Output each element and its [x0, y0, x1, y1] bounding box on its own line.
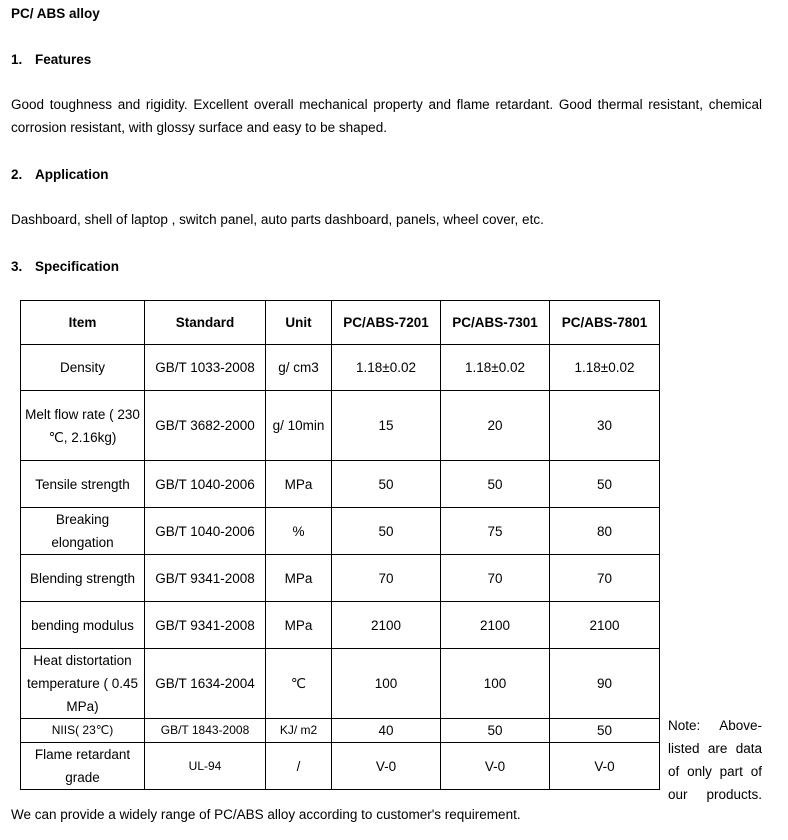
note-text: Note: Above-listed are data of only part of our products.	[668, 718, 762, 802]
table-row	[21, 602, 660, 649]
unit-cell: ℃	[266, 649, 332, 719]
features-paragraph: Good toughness and rigidity. Excellent overall mechanical property and flame retardant. Good thermal resistant, chemical corrosion resistant, with glossy surface and easy to be shaped.	[11, 97, 762, 135]
unit-cell: MPa	[266, 555, 332, 602]
unit-cell: KJ/ m2	[266, 719, 332, 743]
value-cell: 1.18±0.02	[441, 345, 550, 391]
value-cell: 1.18±0.02	[332, 345, 441, 391]
value-cell: 50	[441, 461, 550, 508]
header-cell: Item	[21, 301, 145, 345]
section-title: Features	[35, 52, 92, 67]
section-heading-specification	[11, 259, 119, 274]
value-cell: 30	[550, 391, 660, 461]
value-cell: 2100	[550, 602, 660, 649]
value-cell: V-0	[441, 743, 550, 790]
specification-table	[20, 300, 660, 790]
unit-cell: g/ cm3	[266, 345, 332, 391]
value-cell: 80	[550, 508, 660, 555]
value-cell: 50	[332, 508, 441, 555]
item-cell: Melt flow rate ( 230 ℃, 2.16kg)	[21, 391, 145, 461]
value-cell: 70	[550, 555, 660, 602]
table-row	[21, 555, 660, 602]
standard-cell: GB/T 9341-2008	[145, 555, 266, 602]
value-cell: V-0	[332, 743, 441, 790]
standard-cell: GB/T 1634-2004	[145, 649, 266, 719]
item-cell: NIIS( 23℃)	[21, 719, 145, 743]
section-title: Specification	[35, 259, 120, 274]
value-cell: 70	[441, 555, 550, 602]
value-cell: 20	[441, 391, 550, 461]
item-cell: Flame retardant grade	[21, 743, 145, 790]
value-cell: 75	[441, 508, 550, 555]
footer-text: We can provide a widely range of PC/ABS alloy according to customer's requirement.	[11, 807, 521, 822]
section-number: 3.	[11, 259, 23, 274]
table-row	[21, 508, 660, 555]
table-row	[21, 719, 660, 743]
standard-cell: GB/T 1040-2006	[145, 508, 266, 555]
header-cell: Standard	[145, 301, 266, 345]
item-cell: bending modulus	[21, 602, 145, 649]
standard-cell: UL-94	[145, 743, 266, 790]
value-cell: V-0	[550, 743, 660, 790]
table-row	[21, 391, 660, 461]
value-cell: 90	[550, 649, 660, 719]
unit-cell: %	[266, 508, 332, 555]
section-number: 1.	[11, 52, 23, 67]
section-heading-application	[11, 167, 109, 182]
unit-cell: MPa	[266, 461, 332, 508]
item-cell: Breaking elongation	[21, 508, 145, 555]
table-row	[21, 345, 660, 391]
value-cell: 50	[332, 461, 441, 508]
header-cell: PC/ABS-7801	[550, 301, 660, 345]
table-row	[21, 649, 660, 719]
section-heading-features	[11, 52, 91, 67]
unit-cell: MPa	[266, 602, 332, 649]
application-paragraph: Dashboard, shell of laptop , switch panel, auto parts dashboard, panels, wheel cover, etc.	[11, 212, 544, 227]
section-number: 2.	[11, 167, 23, 182]
table-row	[21, 461, 660, 508]
section-title: Application	[35, 167, 109, 182]
item-cell: Density	[21, 345, 145, 391]
value-cell: 100	[332, 649, 441, 719]
value-cell: 15	[332, 391, 441, 461]
header-cell: Unit	[266, 301, 332, 345]
header-cell: PC/ABS-7201	[332, 301, 441, 345]
standard-cell: GB/T 1033-2008	[145, 345, 266, 391]
table-header-row	[21, 301, 660, 345]
page-title: PC/ ABS alloy	[11, 6, 100, 21]
unit-cell: /	[266, 743, 332, 790]
item-cell: Tensile strength	[21, 461, 145, 508]
value-cell: 40	[332, 719, 441, 743]
standard-cell: GB/T 9341-2008	[145, 602, 266, 649]
value-cell: 100	[441, 649, 550, 719]
standard-cell: GB/T 1843-2008	[145, 719, 266, 743]
value-cell: 70	[332, 555, 441, 602]
value-cell: 2100	[441, 602, 550, 649]
standard-cell: GB/T 3682-2000	[145, 391, 266, 461]
standard-cell: GB/T 1040-2006	[145, 461, 266, 508]
value-cell: 50	[441, 719, 550, 743]
value-cell: 2100	[332, 602, 441, 649]
header-cell: PC/ABS-7301	[441, 301, 550, 345]
item-cell: Heat distortation temperature ( 0.45 MPa)	[21, 649, 145, 719]
value-cell: 1.18±0.02	[550, 345, 660, 391]
item-cell: Blending strength	[21, 555, 145, 602]
value-cell: 50	[550, 461, 660, 508]
unit-cell: g/ 10min	[266, 391, 332, 461]
table-row	[21, 743, 660, 790]
value-cell: 50	[550, 719, 660, 743]
